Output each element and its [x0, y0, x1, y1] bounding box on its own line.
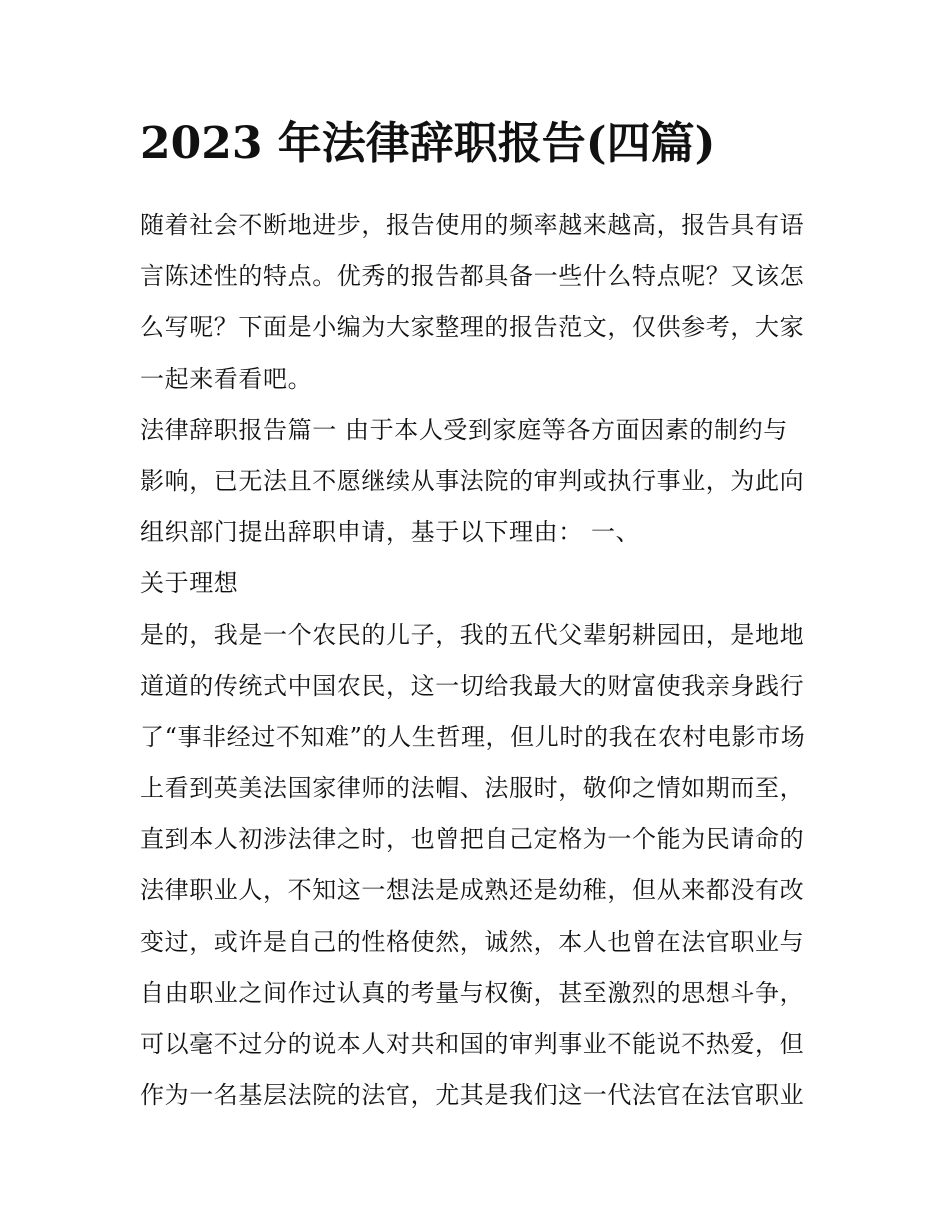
- body-line: 上看到英美法国家律师的法帽、法服时，敬仰之情如期而至，: [140, 774, 805, 803]
- body-line: 变过，或许是自己的性格使然，诚然，本人也曾在法官职业与: [140, 927, 805, 956]
- body-line: 是的，我是一个农民的儿子，我的五代父辈躬耕园田，是地地: [140, 620, 805, 649]
- body-line: 可以毫不过分的说本人对共和国的审判事业不能说不热爱，但: [140, 1030, 805, 1058]
- body-line: 关于理想: [140, 569, 239, 598]
- body-line: 法律辞职报告篇一 由于本人受到家庭等各方面因素的制约与: [140, 415, 788, 444]
- body-line: 一起来看看吧。: [140, 364, 313, 393]
- body-line: 道道的传统式中国农民，这一切给我最大的财富使我亲身践行: [140, 671, 805, 700]
- body-line: 自由职业之间作过认真的考量与权衡，甚至激烈的思想斗争，: [140, 978, 805, 1007]
- body-line: 么写呢？下面是小编为大家整理的报告范文，仅供参考，大家: [140, 313, 805, 342]
- body-line: 直到本人初涉法律之时，也曾把自己定格为一个能为民请命的: [140, 825, 805, 854]
- body-line: 组织部门提出辞职申请，基于以下理由： 一、: [140, 518, 641, 547]
- body-line: 了“事非经过不知难”的人生哲理，但儿时的我在农村电影市场: [140, 722, 806, 751]
- body-line: 随着社会不断地进步，报告使用的频率越来越高，报告具有语: [140, 211, 805, 239]
- body-line: 言陈述性的特点。优秀的报告都具备一些什么特点呢？又该怎: [140, 262, 805, 291]
- document-title: 2023 年法律辞职报告(四篇): [140, 118, 716, 169]
- body-line: 作为一名基层法院的法官，尤其是我们这一代法官在法官职业: [140, 1081, 805, 1110]
- body-line: 影响，已无法且不愿继续从事法院的审判或执行事业，为此向: [140, 466, 805, 495]
- document-body: [140, 200, 812, 1121]
- body-line: 法律职业人，不知这一想法是成熟还是幼稚，但从来都没有改: [140, 876, 805, 905]
